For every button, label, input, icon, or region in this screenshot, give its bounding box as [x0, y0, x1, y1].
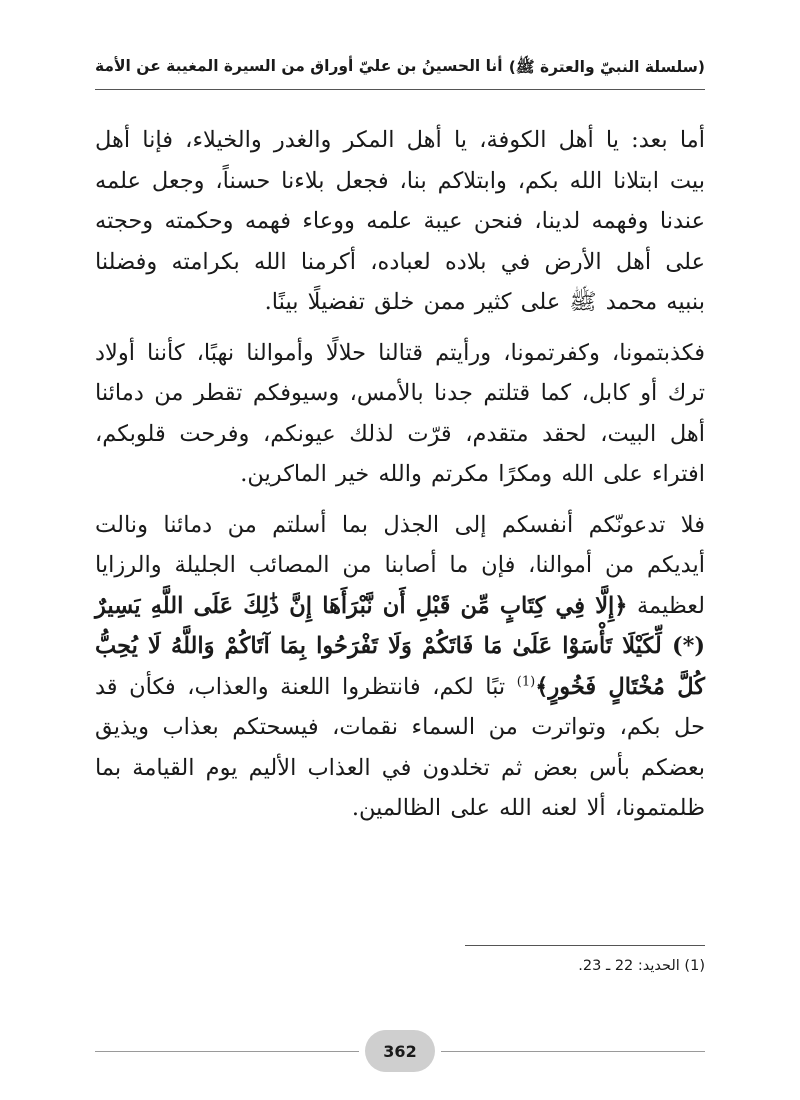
series-title: (سلسلة النبيّ والعترة ﷺ)	[508, 58, 705, 76]
header-divider	[95, 89, 705, 90]
book-title: أنا الحسينُ بن عليّ أوراق من السيرة المغيبة عن الأمة	[95, 57, 503, 75]
page-body	[95, 120, 705, 839]
quran-verse: ﴿إِلَّا فِي كِتَابٍ مِّن قَبْلِ أَن نَّبْرَأَهَا إِنَّ ذَٰلِكَ عَلَى اللَّهِ يَسِيرٌ (*) لِّكَيْلَا تَأْسَوْا عَلَىٰ مَا فَاتَكُمْ وَلَا تَفْرَحُوا بِمَا آتَاكُمْ وَاللَّهُ لَا يُحِبُّ كُلَّ مُخْتَالٍ فَخُورٍ﴾	[95, 592, 705, 700]
page-number: 362	[365, 1030, 435, 1072]
paragraph-3-conclusion: تبًا لكم، فانتظروا اللعنة والعذاب، فكأن قد حل بكم، وتواترت من السماء نقمات، فيسحتكم بعذاب ويذيق بعضكم بأس بعض ثم تخلدون في العذاب الأليم يوم القيامة بما ظلمتمونا، ألا لعنه الله على الظالمين.	[95, 673, 705, 821]
footer-rule-right	[441, 1051, 705, 1052]
paragraph-2: فكذبتمونا، وكفرتمونا، ورأيتم قتالنا حلالًا وأموالنا نهبًا، كأننا أولاد ترك أو كابل، كما قتلتم جدنا بالأمس، وسيوفكم تقطر من دمائنا أهل البيت، لحقد متقدم، قرّت لذلك عيونكم، وفرحت قلوبكم، افتراء على الله ومكرًا مكرتم والله خير الماكرين.	[95, 339, 705, 487]
paragraph-1: أما بعد: يا أهل الكوفة، يا أهل المكر والغدر والخيلاء، فإنا أهل بيت ابتلانا الله بكم، وابتلاكم بنا، فجعل بلاءنا حسناً، وجعل علمه عندنا وفهمه لدينا، فنحن عيبة علمه ووعاء فهمه وحكمته وحجته على أهل الأرض في بلاده لعباده، أكرمنا الله بكرامته وفضلنا بنبيه محمد ﷺ على كثير ممن خلق تفضيلًا بينًا.	[95, 127, 705, 315]
paragraph-3	[95, 505, 705, 829]
running-header	[95, 55, 705, 93]
footnote: (1) الحديد: 22 ـ 23.	[578, 958, 705, 974]
footer-rule-left	[95, 1051, 359, 1052]
footnote-divider	[465, 945, 705, 946]
footnote-reference[interactable]: (1)	[516, 674, 536, 689]
paragraph-3-intro: فلا تدعونّكم أنفسكم إلى الجذل بما أسلتم من دمائنا ونالت أيديكم من أموالنا، فإن ما أصابنا من المصائب الجليلة والرزايا لعظيمة	[95, 511, 705, 619]
